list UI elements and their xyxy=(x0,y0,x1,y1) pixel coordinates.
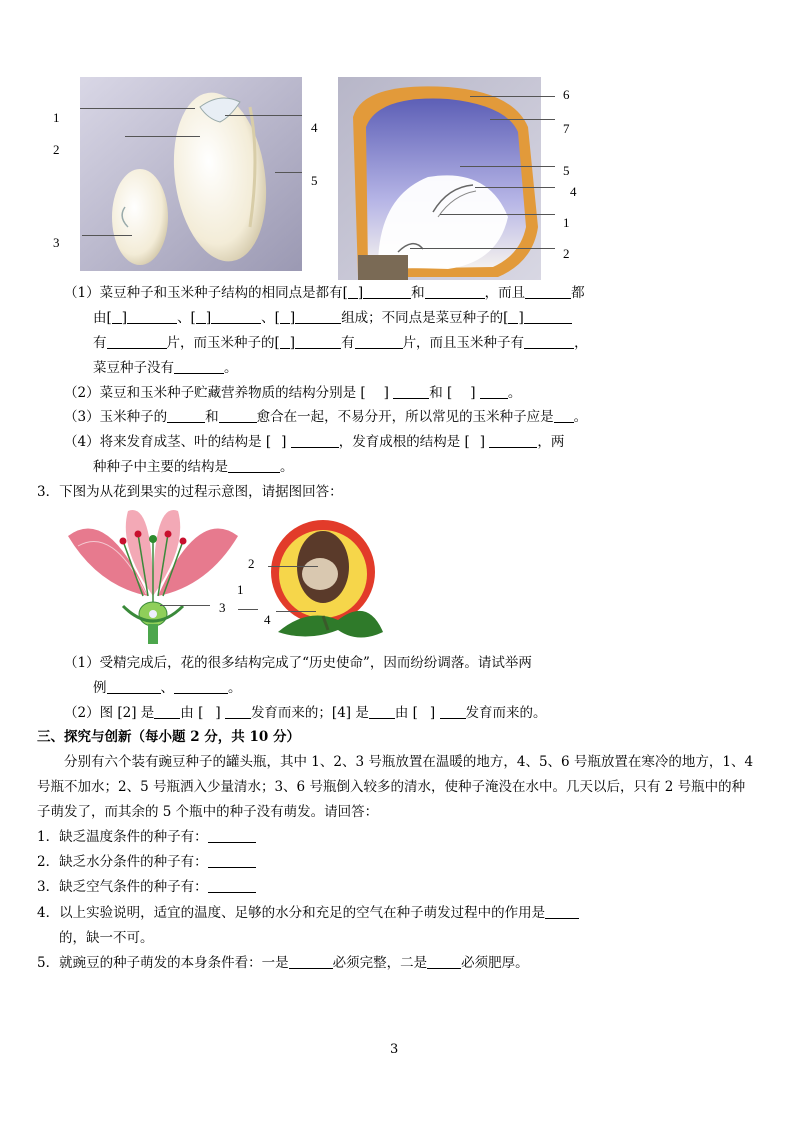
peach-illustration xyxy=(268,512,388,644)
q2-part1-line4: 菜豆种子没有 。 xyxy=(93,360,238,376)
corn-label-2: 2 xyxy=(563,246,570,261)
q2-part3: （3）玉米种子的 和 愈合在一起，不易分开，所以常见的玉米种子应是 。 xyxy=(64,409,588,425)
flower-figure xyxy=(68,506,238,644)
flower-illustration xyxy=(68,506,238,644)
q2-part1-line2: 由[ ] 、[ ] 、[ ] 组成；不同点是菜豆种子的[ ] xyxy=(93,308,572,328)
q2-part1-line3: 有 片，而玉米种子的[ ] 有 片，而且玉米种子有 ， xyxy=(93,335,588,351)
bean-label-4: 4 xyxy=(311,120,318,135)
section3-para-line1: 分别有六个装有豌豆种子的罐头瓶，其中 1、2、3 号瓶放置在温暖的地方，4、5、6 号瓶放置在寒冷的地方，1、4 xyxy=(64,754,754,770)
section3-q1: 1．缺乏温度条件的种子有： xyxy=(37,827,256,847)
corn-seed-figure xyxy=(338,77,541,280)
corn-label-7: 7 xyxy=(563,121,570,136)
section3-q5: 5．就豌豆的种子萌发的本身条件看：一是 必须完整，二是 必须肥厚。 xyxy=(37,955,529,971)
bean-label-1: 1 xyxy=(53,110,60,125)
flower-label-3: 3 xyxy=(219,600,226,615)
q2-part2: （2）菜豆和玉米种子贮藏营养物质的结构分别是 [ ] 和 [ ] 。 xyxy=(64,385,522,401)
q2-part4-line2: 种种子中主要的结构是 。 xyxy=(93,459,294,475)
section3-para-line2: 号瓶不加水；2、5 号瓶洒入少量清水；3、6 号瓶倒入较多的清水，使种子淹没在水中。几天以后，只有 2 号瓶中的种 xyxy=(37,779,746,795)
q2-part4-line1: （4）将来发育成茎、叶的结构是 [ ] ，发育成根的结构是 [ ] ，两 xyxy=(64,434,565,450)
q2-part1-line1: （1）菜豆种子和玉米种子结构的相同点是都有[ ] 和 ，而且 都 xyxy=(64,285,585,301)
q3-part1-line1: （1）受精完成后，花的很多结构完成了“历史使命”，因而纷纷调落。请试举两 xyxy=(64,655,532,671)
q3-part1-line2: 例 、 。 xyxy=(93,680,242,696)
q3-part2: （2）图 [2] 是 由 [ ] 发育而来的；[4] 是 由 [ ] 发育而来的。 xyxy=(64,705,547,721)
section3-heading: 三、探究与创新（每小题 2 分，共 10 分） xyxy=(37,729,300,745)
q3-title: 3．下图为从花到果实的过程示意图，请据图回答： xyxy=(37,484,343,500)
fruit-figure xyxy=(268,512,388,644)
corn-label-1: 1 xyxy=(563,215,570,230)
fruit-label-1: 1 xyxy=(237,582,244,597)
section3-q4-line1: 4．以上实验说明，适宜的温度、足够的水分和充足的空气在种子萌发过程中的作用是 xyxy=(37,903,579,923)
corn-label-4: 4 xyxy=(570,184,577,199)
section3-q2: 2．缺乏水分条件的种子有： xyxy=(37,852,256,872)
corn-label-6: 6 xyxy=(563,87,570,102)
page-number: 3 xyxy=(390,1042,399,1057)
section3-q4-line2: 的，缺一不可。 xyxy=(59,930,154,946)
bean-label-2: 2 xyxy=(53,142,60,157)
corn-label-5: 5 xyxy=(563,163,570,178)
bean-seed-figure xyxy=(80,77,302,271)
bean-label-3: 3 xyxy=(53,235,60,250)
fruit-label-2: 2 xyxy=(248,556,255,571)
bean-seed-illustration xyxy=(80,77,302,271)
corn-seed-illustration xyxy=(338,77,541,280)
section3-para-line3: 子萌发了，而其余的 5 个瓶中的种子没有萌发。请回答： xyxy=(37,804,379,820)
bean-label-5: 5 xyxy=(311,173,318,188)
section3-q3: 3．缺乏空气条件的种子有： xyxy=(37,877,256,897)
fruit-label-4: 4 xyxy=(264,612,271,627)
